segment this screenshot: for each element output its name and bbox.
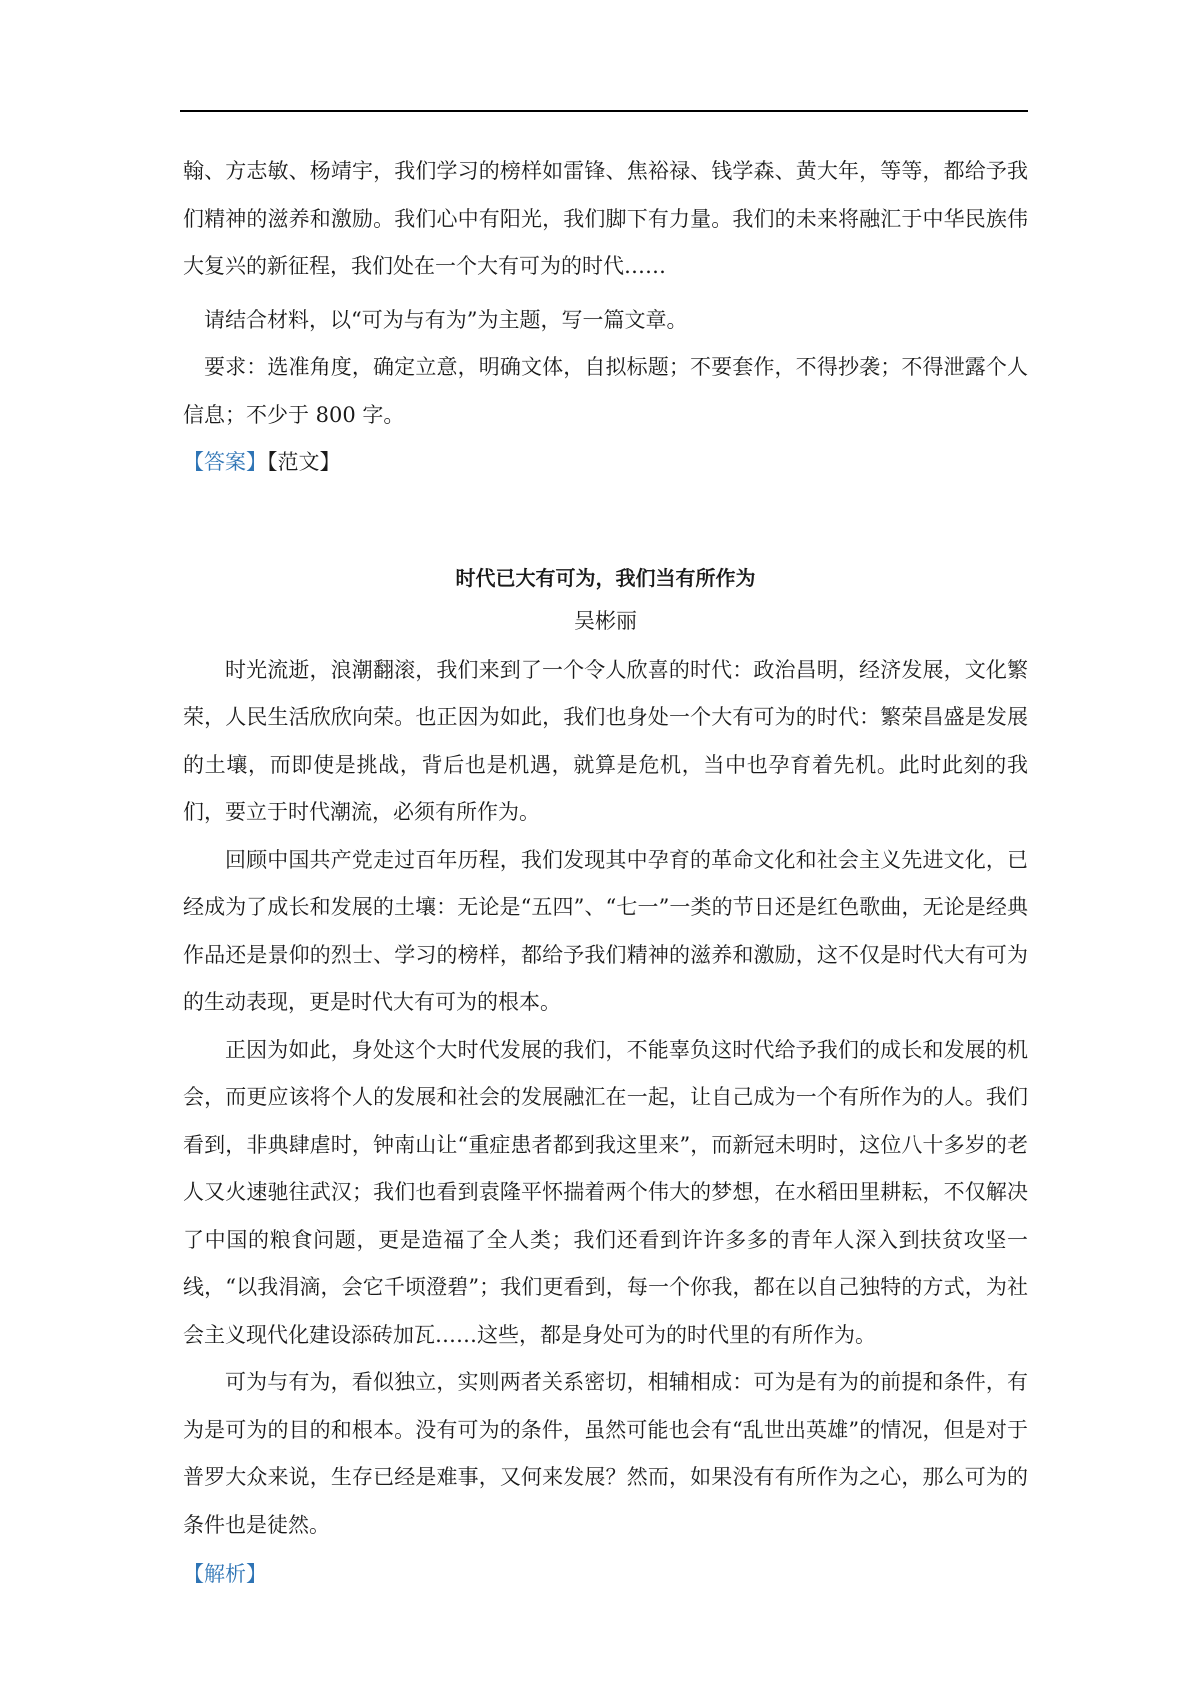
essay-paragraph-3: 正因为如此，身处这个大时代发展的我们，不能辜负这时代给予我们的成长和发展的机会，而更应该将个人的发展和社会的发展融汇在一起，让自己成为一个有所作为的人。我们看到，非典肆虐时，钟南山让“重症患者都到我这里来”，而新冠未明时，这位八十多岁的老人又火速驰往武汉；我们也看到袁隆平怀揣着两个伟大的梦想，在水稻田里耕耘，不仅解决了中国的粮食问题，更是造福了全人类；我们还看到许许多多的青年人深入到扶贫攻坚一线，“以我涓滴，会它千顷澄碧”；我们更看到，每一个你我，都在以自己独特的方式，为社会主义现代化建设添砖加瓦……这些，都是身处可为的时代里的有所作为。	[183, 1037, 1028, 1347]
analysis-line	[183, 1551, 1028, 1599]
essay-paragraph-1: 时光流逝，浪潮翻滚，我们来到了一个令人欣喜的时代：政治昌明，经济发展，文化繁荣，人民生活欣欣向荣。也正因为如此，我们也身处一个大有可为的时代：繁荣昌盛是发展的土壤，而即使是挑战，背后也是机遇，就算是危机，当中也孕育着先机。此时此刻的我们，要立于时代潮流，必须有所作为。	[183, 657, 1028, 824]
answer-line	[183, 439, 1028, 487]
essay-title: 时代已大有可为，我们当有所作为	[455, 565, 756, 590]
document-page	[183, 148, 1028, 1599]
essay-paragraph-4: 可为与有为，看似独立，实则两者关系密切，相辅相成：可为是有为的前提和条件，有为是可为的目的和根本。没有可为的条件，虽然可能也会有“乱世出英雄”的情况，但是对于普罗大众来说，生存已经是难事，又何来发展？然而，如果没有有所作为之心，那么可为的条件也是徒然。	[183, 1370, 1028, 1537]
material-paragraph-3: 要求：选准角度，确定立意，明确文体，自拟标题；不要套作，不得抄袭；不得泄露个人信息；不少于 800 字。	[183, 355, 1028, 427]
material-paragraph-2: 请结合材料，以“可为与有为”为主题，写一篇文章。	[204, 307, 688, 332]
answer-label: 【答案】	[183, 450, 267, 474]
essay-paragraph-2: 回顾中国共产党走过百年历程，我们发现其中孕育的革命文化和社会主义先进文化，已经成为了成长和发展的土壤：无论是“五四”、“七一”一类的节日还是红色歌曲，无论是经典作品还是景仰的烈士、学习的榜样，都给予我们精神的滋养和激励，这不仅是时代大有可为的生动表现，更是时代大有可为的根本。	[183, 847, 1028, 1014]
model-essay-label: 【范文】	[267, 450, 341, 474]
material-paragraph-1: 翰、方志敏、杨靖宇，我们学习的榜样如雷锋、焦裕禄、钱学森、黄大年，等等，都给予我们精神的滋养和激励。我们心中有阳光，我们脚下有力量。我们的未来将融汇于中华民族伟大复兴的新征程，我们处在一个大有可为的时代……	[183, 159, 1028, 278]
essay-author: 吴彬丽	[574, 608, 637, 633]
analysis-label: 【解析】	[183, 1562, 267, 1586]
header-rule	[180, 110, 1028, 112]
